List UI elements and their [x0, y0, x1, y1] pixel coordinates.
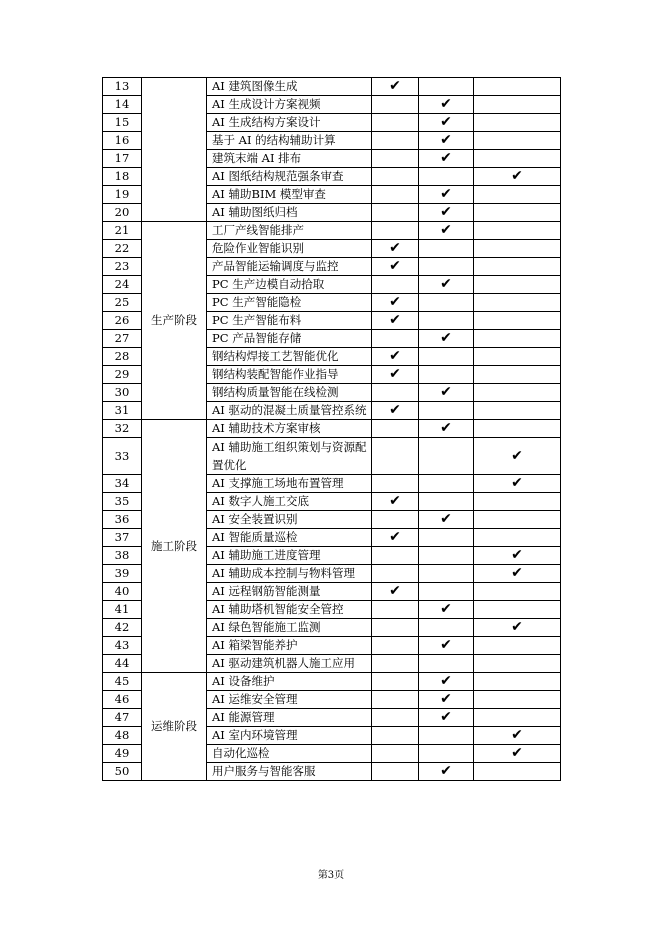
checkmark-icon: ✔ — [440, 186, 452, 202]
checkmark-icon: ✔ — [440, 763, 452, 779]
check-cell — [474, 330, 561, 348]
table-row — [103, 420, 561, 438]
row-number: 22 — [103, 240, 142, 258]
application-name: 用户服务与智能客服 — [207, 763, 372, 781]
checkmark-icon: ✔ — [440, 132, 452, 148]
check-cell — [419, 366, 474, 384]
check-cell — [419, 312, 474, 330]
check-cell — [372, 745, 419, 763]
check-cell — [474, 637, 561, 655]
check-cell — [419, 511, 474, 529]
row-number: 50 — [103, 763, 142, 781]
checkmark-icon: ✔ — [440, 420, 452, 436]
application-name: AI 建筑图像生成 — [207, 78, 372, 96]
stage-cell — [142, 78, 207, 222]
checkmark-icon: ✔ — [511, 745, 523, 761]
checkmark-icon: ✔ — [440, 673, 452, 689]
check-cell — [474, 132, 561, 150]
checkmark-icon: ✔ — [440, 709, 452, 725]
row-number: 27 — [103, 330, 142, 348]
check-cell — [419, 204, 474, 222]
check-cell — [372, 655, 419, 673]
check-cell — [372, 565, 419, 583]
row-number: 20 — [103, 204, 142, 222]
stage-cell: 生产阶段 — [142, 222, 207, 420]
checkmark-icon: ✔ — [389, 348, 401, 364]
check-cell — [474, 402, 561, 420]
check-cell — [474, 655, 561, 673]
application-name: AI 生成结构方案设计 — [207, 114, 372, 132]
row-number: 49 — [103, 745, 142, 763]
checkmark-icon: ✔ — [511, 619, 523, 635]
check-cell — [474, 583, 561, 601]
checkmark-icon: ✔ — [389, 493, 401, 509]
check-cell — [372, 78, 419, 96]
check-cell — [474, 493, 561, 511]
check-cell — [372, 529, 419, 547]
check-cell — [474, 691, 561, 709]
check-cell — [372, 763, 419, 781]
application-name: AI 辅助BIM 模型审查 — [207, 186, 372, 204]
check-cell — [372, 222, 419, 240]
check-cell — [474, 204, 561, 222]
row-number: 14 — [103, 96, 142, 114]
check-cell — [419, 601, 474, 619]
checkmark-icon: ✔ — [511, 547, 523, 563]
check-cell — [474, 366, 561, 384]
row-number: 40 — [103, 583, 142, 601]
checkmark-icon: ✔ — [389, 583, 401, 599]
check-cell — [372, 348, 419, 366]
row-number: 13 — [103, 78, 142, 96]
check-cell — [474, 384, 561, 402]
application-name: 钢结构质量智能在线检测 — [207, 384, 372, 402]
row-number: 47 — [103, 709, 142, 727]
application-name: PC 生产边模自动拾取 — [207, 276, 372, 294]
check-cell — [474, 745, 561, 763]
row-number: 41 — [103, 601, 142, 619]
check-cell — [419, 186, 474, 204]
row-number: 23 — [103, 258, 142, 276]
row-number: 34 — [103, 475, 142, 493]
check-cell — [419, 763, 474, 781]
application-name: AI 辅助塔机智能安全管控 — [207, 601, 372, 619]
check-cell — [419, 745, 474, 763]
application-name: AI 运维安全管理 — [207, 691, 372, 709]
check-cell — [419, 547, 474, 565]
check-cell — [372, 583, 419, 601]
application-name: AI 驱动的混凝土质量管控系统 — [207, 402, 372, 420]
row-number: 29 — [103, 366, 142, 384]
application-name: AI 辅助技术方案审核 — [207, 420, 372, 438]
checkmark-icon: ✔ — [440, 204, 452, 220]
check-cell — [372, 384, 419, 402]
checkmark-icon: ✔ — [389, 366, 401, 382]
check-cell — [419, 168, 474, 186]
check-cell — [419, 114, 474, 132]
application-name: AI 辅助施工组织策划与资源配置优化 — [207, 438, 372, 475]
check-cell — [474, 186, 561, 204]
checkmark-icon: ✔ — [440, 150, 452, 166]
check-cell — [372, 114, 419, 132]
row-number: 36 — [103, 511, 142, 529]
checkmark-icon: ✔ — [440, 384, 452, 400]
check-cell — [372, 366, 419, 384]
checkmark-icon: ✔ — [389, 258, 401, 274]
application-name: AI 生成设计方案视频 — [207, 96, 372, 114]
application-name: 建筑末端 AI 排布 — [207, 150, 372, 168]
application-name: PC 生产智能隐检 — [207, 294, 372, 312]
application-name: 钢结构装配智能作业指导 — [207, 366, 372, 384]
check-cell — [474, 727, 561, 745]
row-number: 24 — [103, 276, 142, 294]
check-cell — [474, 763, 561, 781]
application-name: 自动化巡检 — [207, 745, 372, 763]
checkmark-icon: ✔ — [511, 475, 523, 491]
checkmark-icon: ✔ — [440, 511, 452, 527]
checkmark-icon: ✔ — [389, 529, 401, 545]
row-number: 45 — [103, 673, 142, 691]
application-name: AI 室内环境管理 — [207, 727, 372, 745]
application-name: AI 远程钢筋智能测量 — [207, 583, 372, 601]
checkmark-icon: ✔ — [440, 637, 452, 653]
row-number: 30 — [103, 384, 142, 402]
check-cell — [372, 493, 419, 511]
check-cell — [419, 438, 474, 475]
checkmark-icon: ✔ — [511, 727, 523, 743]
check-cell — [372, 168, 419, 186]
check-cell — [474, 511, 561, 529]
row-number: 19 — [103, 186, 142, 204]
row-number: 43 — [103, 637, 142, 655]
check-cell — [474, 709, 561, 727]
application-name: AI 绿色智能施工监测 — [207, 619, 372, 637]
application-name: AI 数字人施工交底 — [207, 493, 372, 511]
application-name: 产品智能运输调度与监控 — [207, 258, 372, 276]
check-cell — [419, 78, 474, 96]
check-cell — [419, 475, 474, 493]
check-cell — [372, 673, 419, 691]
check-cell — [419, 132, 474, 150]
check-cell — [419, 691, 474, 709]
checkmark-icon: ✔ — [511, 168, 523, 184]
row-number: 25 — [103, 294, 142, 312]
check-cell — [474, 258, 561, 276]
check-cell — [474, 601, 561, 619]
checkmark-icon: ✔ — [440, 276, 452, 292]
application-name: 危险作业智能识别 — [207, 240, 372, 258]
row-number: 48 — [103, 727, 142, 745]
check-cell — [419, 276, 474, 294]
check-cell — [474, 673, 561, 691]
check-cell — [474, 619, 561, 637]
table-row — [103, 222, 561, 240]
check-cell — [474, 78, 561, 96]
checkmark-icon: ✔ — [389, 240, 401, 256]
check-cell — [372, 402, 419, 420]
check-cell — [474, 222, 561, 240]
check-cell — [419, 493, 474, 511]
check-cell — [474, 276, 561, 294]
application-name: 工厂产线智能排产 — [207, 222, 372, 240]
table-row — [103, 78, 561, 96]
application-name: AI 能源管理 — [207, 709, 372, 727]
checkmark-icon: ✔ — [511, 447, 523, 464]
check-cell — [372, 547, 419, 565]
stage-cell: 施工阶段 — [142, 420, 207, 673]
checkmark-icon: ✔ — [440, 114, 452, 130]
row-number: 46 — [103, 691, 142, 709]
check-cell — [372, 240, 419, 258]
application-name: AI 图纸结构规范强条审查 — [207, 168, 372, 186]
checkmark-icon: ✔ — [440, 330, 452, 346]
application-name: PC 生产智能布料 — [207, 312, 372, 330]
application-name: AI 驱动建筑机器人施工应用 — [207, 655, 372, 673]
row-number: 16 — [103, 132, 142, 150]
row-number: 37 — [103, 529, 142, 547]
application-name: AI 辅助施工进度管理 — [207, 547, 372, 565]
check-cell — [474, 438, 561, 475]
check-cell — [419, 96, 474, 114]
check-cell — [372, 150, 419, 168]
application-name: PC 产品智能存储 — [207, 330, 372, 348]
check-cell — [372, 511, 419, 529]
row-number: 18 — [103, 168, 142, 186]
check-cell — [372, 601, 419, 619]
check-cell — [474, 348, 561, 366]
check-cell — [419, 565, 474, 583]
application-name: AI 智能质量巡检 — [207, 529, 372, 547]
row-number: 21 — [103, 222, 142, 240]
check-cell — [419, 150, 474, 168]
check-cell — [372, 276, 419, 294]
row-number: 44 — [103, 655, 142, 673]
stage-cell: 运维阶段 — [142, 673, 207, 781]
check-cell — [419, 348, 474, 366]
check-cell — [474, 420, 561, 438]
check-cell — [372, 438, 419, 475]
check-cell — [372, 132, 419, 150]
check-cell — [419, 222, 474, 240]
check-cell — [474, 168, 561, 186]
table-row — [103, 673, 561, 691]
check-cell — [419, 402, 474, 420]
check-cell — [372, 420, 419, 438]
checkmark-icon: ✔ — [389, 78, 401, 94]
check-cell — [474, 312, 561, 330]
check-cell — [474, 240, 561, 258]
checkmark-icon: ✔ — [440, 96, 452, 112]
checkmark-icon: ✔ — [389, 294, 401, 310]
check-cell — [419, 727, 474, 745]
row-number: 33 — [103, 438, 142, 475]
check-cell — [372, 186, 419, 204]
check-cell — [372, 330, 419, 348]
check-cell — [419, 420, 474, 438]
application-name: AI 辅助图纸归档 — [207, 204, 372, 222]
row-number: 35 — [103, 493, 142, 511]
application-name: AI 安全装置识别 — [207, 511, 372, 529]
check-cell — [474, 150, 561, 168]
check-cell — [474, 114, 561, 132]
check-cell — [372, 258, 419, 276]
check-cell — [419, 330, 474, 348]
checkmark-icon: ✔ — [511, 565, 523, 581]
check-cell — [372, 204, 419, 222]
page-number: 第3页 — [317, 870, 345, 881]
check-cell — [372, 637, 419, 655]
check-cell — [419, 655, 474, 673]
check-cell — [419, 384, 474, 402]
check-cell — [474, 96, 561, 114]
row-number: 38 — [103, 547, 142, 565]
check-cell — [372, 312, 419, 330]
check-cell — [419, 240, 474, 258]
checkmark-icon: ✔ — [440, 601, 452, 617]
check-cell — [419, 294, 474, 312]
check-cell — [419, 529, 474, 547]
application-name: 钢结构焊接工艺智能优化 — [207, 348, 372, 366]
row-number: 42 — [103, 619, 142, 637]
row-number: 15 — [103, 114, 142, 132]
check-cell — [372, 475, 419, 493]
check-cell — [372, 294, 419, 312]
row-number: 28 — [103, 348, 142, 366]
check-cell — [419, 637, 474, 655]
check-cell — [372, 96, 419, 114]
checkmark-icon: ✔ — [440, 222, 452, 238]
row-number: 32 — [103, 420, 142, 438]
check-cell — [474, 547, 561, 565]
checkmark-icon: ✔ — [440, 691, 452, 707]
check-cell — [419, 258, 474, 276]
row-number: 26 — [103, 312, 142, 330]
application-name: AI 辅助成本控制与物料管理 — [207, 565, 372, 583]
application-name: AI 设备维护 — [207, 673, 372, 691]
check-cell — [372, 691, 419, 709]
row-number: 17 — [103, 150, 142, 168]
row-number: 31 — [103, 402, 142, 420]
check-cell — [474, 475, 561, 493]
application-name: 基于 AI 的结构辅助计算 — [207, 132, 372, 150]
checkmark-icon: ✔ — [389, 402, 401, 418]
application-name: AI 支撑施工场地布置管理 — [207, 475, 372, 493]
checkmark-icon: ✔ — [389, 312, 401, 328]
check-cell — [419, 583, 474, 601]
check-cell — [474, 294, 561, 312]
check-cell — [419, 619, 474, 637]
check-cell — [372, 727, 419, 745]
application-name: AI 箱梁智能养护 — [207, 637, 372, 655]
check-cell — [419, 673, 474, 691]
check-cell — [474, 529, 561, 547]
check-cell — [419, 709, 474, 727]
application-table — [102, 77, 561, 781]
check-cell — [474, 565, 561, 583]
check-cell — [372, 709, 419, 727]
row-number: 39 — [103, 565, 142, 583]
check-cell — [372, 619, 419, 637]
